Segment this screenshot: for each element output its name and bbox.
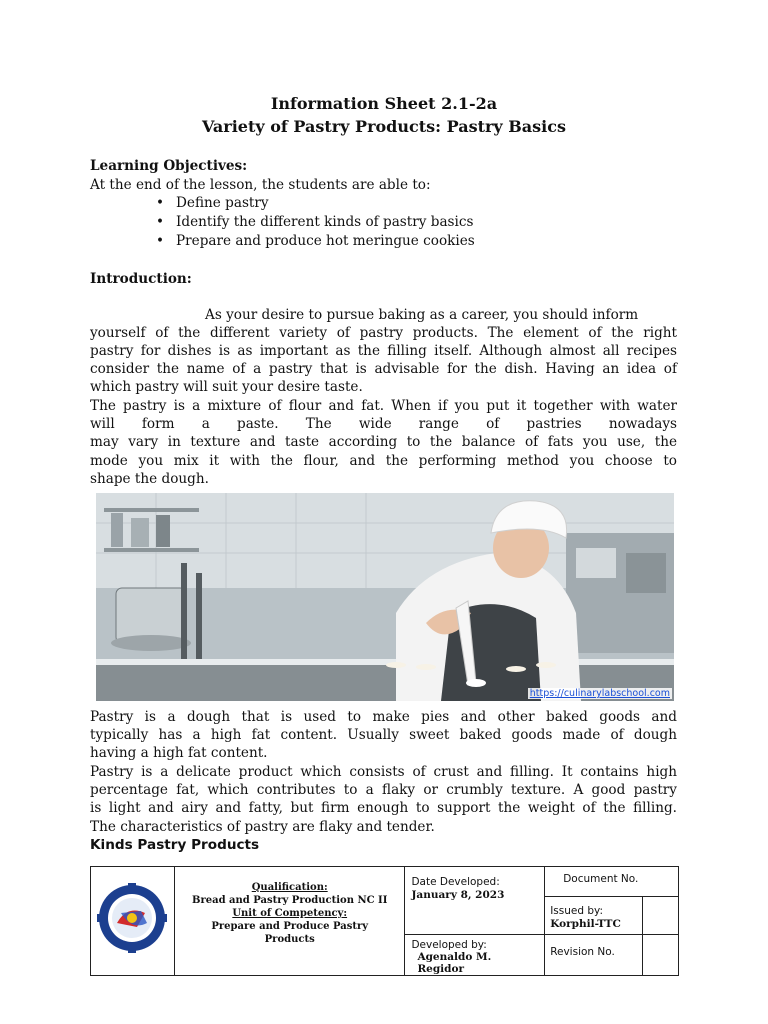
intro-line: consider the name of a pastry that is advisable for the dish. Having an idea of: [90, 361, 677, 377]
issued-value: Korphil-TTC: [550, 918, 621, 930]
unit-value-1: Prepare and Produce Pastry: [211, 921, 369, 932]
issued-blank-cell: [643, 897, 679, 935]
revision-cell: [545, 935, 643, 976]
issued-cell: [545, 897, 643, 935]
logo-cell: [91, 867, 175, 976]
photo-credit-link[interactable]: https://culinarylabschool.com: [529, 688, 670, 699]
objectives-intro: At the end of the lesson, the students are able to:: [90, 177, 431, 193]
date-cell: [405, 867, 545, 935]
intro-line: As your desire to pursue baking as a career, you should inform: [205, 307, 639, 323]
qualification-cell: [174, 867, 404, 976]
body-line: percentage fat, which contributes to a flaky or crumbly texture. A good pastry: [90, 782, 677, 798]
intro-line: shape the dough.: [90, 471, 209, 487]
qualification-value: Bread and Pastry Production NC II: [192, 895, 388, 906]
objective-item: • Define pastry: [152, 194, 475, 213]
sheet-subtitle: Variety of Pastry Products: Pastry Basics: [201, 117, 566, 136]
issued-label: Issued by:: [550, 905, 603, 917]
developer-cell: [405, 935, 545, 976]
institution-seal-icon: [97, 883, 167, 953]
developer-name-2: Regidor: [417, 963, 465, 975]
developer-name-1: Agenaldo M.: [417, 951, 492, 963]
objectives-list: [152, 194, 475, 251]
intro-line: pastry for dishes is as important as the filling itself. Although almost all recipes: [90, 343, 677, 359]
body-line: is light and airy and fatty, but firm enough to support the weight of the filling.: [90, 800, 677, 816]
introduction-heading: Introduction:: [90, 271, 192, 287]
objective-item: • Prepare and produce hot meringue cookies: [152, 232, 475, 251]
objectives-heading: Learning Objectives:: [90, 158, 248, 174]
developed-label: Developed by:: [411, 939, 487, 951]
date-label: Date Developed:: [411, 876, 500, 888]
intro-line: yourself of the different variety of pastry products. The element of the right: [90, 325, 677, 341]
body-line: Pastry is a dough that is used to make pies and other baked goods and: [90, 709, 677, 725]
intro-line: may vary in texture and taste according to the balance of fats you use, the: [90, 434, 677, 450]
pastry-chef-photo: [96, 493, 674, 701]
intro-line: will form a paste. The wide range of pastries nowadays: [90, 416, 677, 432]
revision-label: Revision No.: [550, 946, 615, 958]
kitchen-illustration: [96, 493, 674, 701]
date-value: January 8, 2023: [411, 889, 505, 901]
body-line: The characteristics of pastry are flaky and tender.: [90, 819, 435, 835]
kinds-heading: Kinds Pastry Products: [90, 837, 260, 853]
intro-line: mode you mix it with the flour, and the performing method you choose to: [90, 453, 677, 469]
body-line: Pastry is a delicate product which consists of crust and filling. It contains high: [90, 764, 677, 780]
unit-label: Unit of Competency:: [232, 908, 348, 919]
objective-item: • Identify the different kinds of pastry basics: [152, 213, 475, 232]
intro-line: The pastry is a mixture of flour and fat. When if you put it together with water: [90, 398, 677, 414]
qualification-label: Qualification:: [251, 882, 328, 893]
document-label: Document No.: [563, 873, 639, 885]
document-no-cell: [545, 867, 679, 897]
revision-blank-cell: [643, 935, 679, 976]
intro-line: which pastry will suit your desire taste.: [90, 379, 363, 395]
body-line: having a high fat content.: [90, 745, 268, 761]
body-line: typically has a high fat content. Usually sweet baked goods made of dough: [90, 727, 677, 743]
sheet-title: Information Sheet 2.1-2a: [270, 94, 498, 113]
unit-value-2: Products: [264, 934, 315, 945]
document-footer-table: [90, 866, 679, 976]
